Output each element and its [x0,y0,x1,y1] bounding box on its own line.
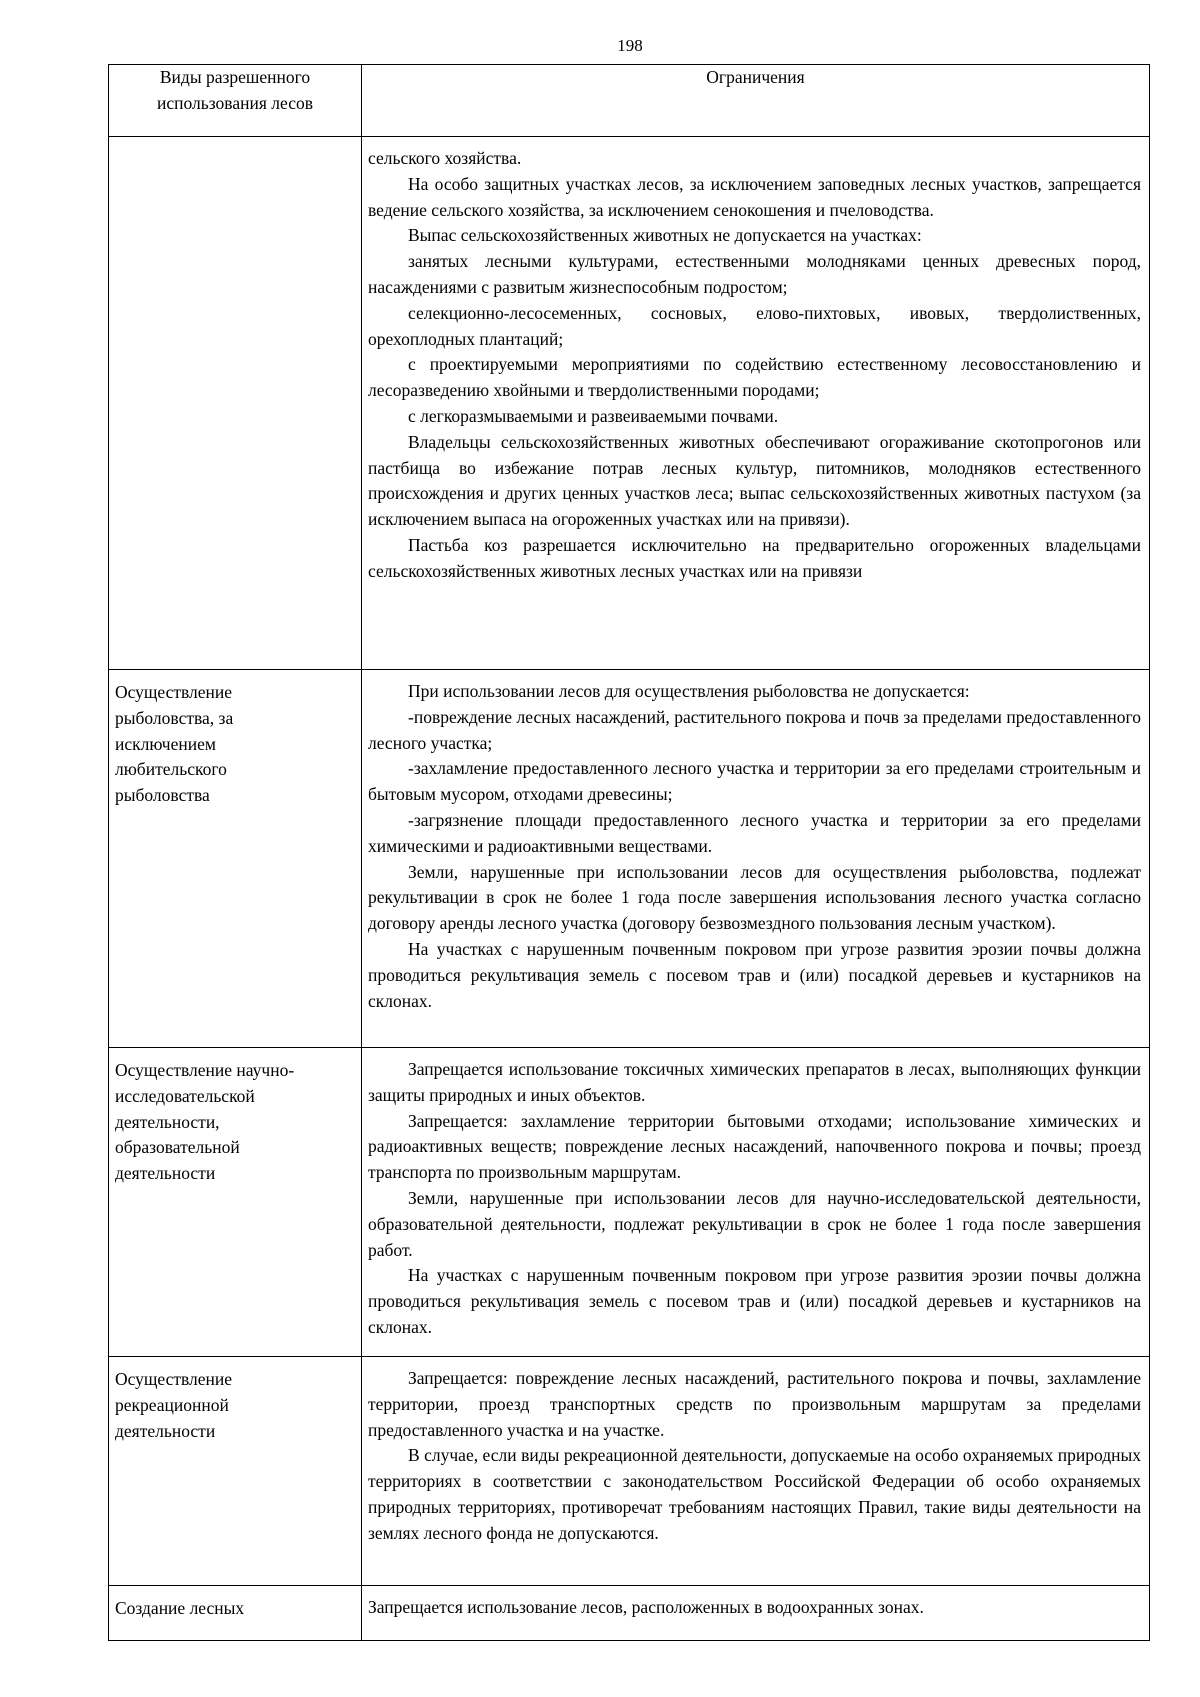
category-line: рыболовства [115,785,210,806]
restrictions-cell [362,137,1150,670]
category-cell-research [109,1048,362,1357]
paragraph: Запрещается использование лесов, расположенных в водоохранных зонах. [368,1597,924,1617]
paragraph: -повреждение лесных насаждений, растительного покрова и почв за пределами предоставленного лесного участка; [368,706,1141,753]
paragraph: На участках с нарушенным почвенным покровом при угрозе развития эрозии почвы должна проводиться рекультивация земель с посевом трав и (или) посадкой деревьев и кустарников на склонах. [368,938,1141,1011]
paragraph: сельского хозяйства. [368,148,522,168]
paragraph: с легкоразмываемыми и развеиваемыми почвами. [408,405,779,426]
category-line: деятельности, [115,1111,220,1132]
category-line: рекреационной [115,1394,229,1415]
table-row [109,137,1150,670]
category-line: Осуществление [115,682,233,702]
category-cell-recreation [109,1357,362,1586]
table-row [109,670,1150,1048]
paragraph: Земли, нарушенные при использовании лесов для осуществления рыболовства, подлежат рекультивации в срок не более 1 года после завершения использования лесного участка согласно договору аренды лесного участка (договору безвозмездного пользования лесным участком). [368,861,1141,934]
restrictions-table [108,64,1150,1641]
paragraph: -захламление предоставленного лесного участка и территории за его пределами строительным и бытовым мусором, отходами древесины; [368,758,1141,805]
header-restrictions: Ограничения [362,65,1150,137]
paragraph: Запрещается использование токсичных химических препаратов в лесах, выполняющих функции защиты природных и иных объектов. [368,1059,1141,1105]
category-line: Создание лесных [115,1598,245,1618]
page-number: 198 [617,36,643,55]
category-line: образовательной [115,1137,240,1158]
paragraph: Запрещается: захламление территории бытовыми отходами; использование химических и радиоактивных веществ; повреждение лесных насаждений, напочвенного покрова и почвы; проезд транспорта по произвольным маршрутам. [368,1110,1141,1183]
header-forest-use-types: Виды разрешенного использования лесов [109,65,362,137]
table-row [109,1048,1150,1357]
paragraph: Пастьба коз разрешается исключительно на предварительно огороженных владельцами сельскохозяйственных животных лесных участках или на привязи [368,534,1141,581]
category-line: рыболовства, за [115,707,234,728]
table-row [109,1586,1150,1641]
restrictions-cell [362,1048,1150,1357]
paragraph: В случае, если виды рекреационной деятельности, допускаемые на особо охраняемых природных территориях в соответствии с законодательством Российской Федерации об особо охраняемых природных территориях, противоречат требованиям настоящих Правил, такие виды деятельности на землях лесного фонда не допускаются. [368,1445,1141,1543]
restrictions-cell [362,670,1150,1048]
restrictions-cell [362,1586,1150,1641]
category-line: исключением [115,733,216,754]
category-cell-forest-creation [109,1586,362,1641]
category-line: Осуществление научно- [115,1060,295,1080]
table-row [109,1357,1150,1586]
paragraph: На участках с нарушенным почвенным покровом при угрозе развития эрозии почвы должна проводиться рекультивация земель с посевом трав и (или) посадкой деревьев и кустарников на склонах. [368,1265,1141,1337]
paragraph: с проектируемыми мероприятиями по содействию естественному лесовосстановлению и лесоразведению хвойными и твердолиственными породами; [368,354,1141,401]
category-line: любительского [115,759,227,780]
paragraph: Выпас сельскохозяйственных животных не допускается на участках: [408,225,922,246]
category-cell-empty [109,137,362,670]
category-line: Осуществление [115,1369,233,1389]
paragraph: занятых лесными культурами, естественными молодняками ценных древесных пород, насаждениями с развитым жизнеспособным подростом; [368,251,1141,297]
paragraph: На особо защитных участках лесов, за исключением заповедных лесных участков, запрещается ведение сельского хозяйства, за исключением сенокошения и пчеловодства. [368,173,1141,220]
paragraph: При использовании лесов для осуществления рыболовства не допускается: [408,681,970,701]
category-line: деятельности [115,1163,216,1184]
category-line: деятельности [115,1420,216,1441]
paragraph: Земли, нарушенные при использовании лесов для научно-исследовательской деятельности, образовательной деятельности, подлежат рекультивации в срок не более 1 года после завершения работ. [368,1187,1141,1260]
paragraph: селекционно-лесосеменных, сосновых, елово-пихтовых, ивовых, твердолиственных, орехоплодных плантаций; [368,302,1141,349]
paragraph: Владельцы сельскохозяйственных животных обеспечивают огораживание скотопрогонов или пастбища во избежание потрав лесных культур, питомников, молодняков естественного происхождения и других ценных участков леса; выпас сельскохозяйственных животных пастухом (за исключением выпаса на огороженных участках или на привязи). [368,431,1141,530]
table-header-row [109,65,1150,137]
category-cell-fishing [109,670,362,1048]
paragraph: -загрязнение площади предоставленного лесного участка и территории за его пределами химическими и радиоактивными веществами. [368,809,1141,856]
paragraph: Запрещается: повреждение лесных насаждений, растительного покрова и почвы, захламление территории, проезд транспортных средств по произвольным маршрутам за пределами предоставленного участка и на участке. [368,1368,1141,1440]
restrictions-cell [362,1357,1150,1586]
category-line: исследовательской [115,1085,255,1106]
